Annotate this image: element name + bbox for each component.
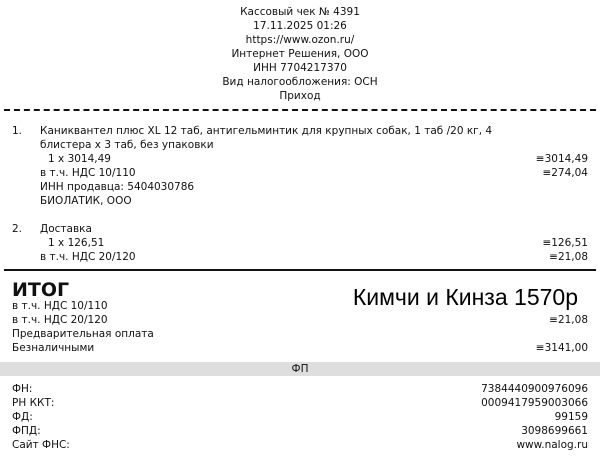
item-qty-price: 1 х 126,51 xyxy=(48,237,105,249)
total-vat10-label: в т.ч. НДС 10/110 xyxy=(12,300,108,312)
dashed-divider xyxy=(4,109,596,111)
receipt-title: Кассовый чек № 4391 xyxy=(240,6,360,18)
seller-name: БИОЛАТИК, ООО xyxy=(40,195,132,207)
operation-type: Приход xyxy=(279,90,321,102)
prepaid-label: Предварительная оплата xyxy=(12,328,154,340)
item-name: Доставка xyxy=(40,223,92,235)
cashless-value: ≡3141,00 xyxy=(535,342,588,354)
item-vat-value: ≡21,08 xyxy=(549,251,588,263)
receipt-datetime: 17.11.2025 01:26 xyxy=(253,20,347,32)
item-vat-value: ≡274,04 xyxy=(542,167,588,179)
total-vat20-value: ≡21,08 xyxy=(549,314,588,326)
seller-website: https://www.ozon.ru/ xyxy=(245,34,355,46)
total-title: ИТОГ xyxy=(12,279,70,301)
total-vat20-label: в т.ч. НДС 20/120 xyxy=(12,314,108,326)
company-name: Интернет Решения, ООО xyxy=(231,48,369,60)
company-inn: ИНН 7704217370 xyxy=(253,62,347,74)
item-name: Каниквантел плюс XL 12 таб, антигельминтик для крупных собак, 1 таб /20 кг, 4 xyxy=(40,125,493,137)
item-qty-price: 1 х 3014,49 xyxy=(48,153,111,165)
fiscal-label: РН ККТ: xyxy=(12,397,55,409)
fiscal-value: 3098699661 xyxy=(521,425,588,437)
fiscal-section-header: ФП xyxy=(0,362,600,376)
fiscal-label: Сайт ФНС: xyxy=(12,439,70,451)
tax-system: Вид налогообложения: ОСН xyxy=(222,76,378,88)
fiscal-value[interactable]: www.nalog.ru xyxy=(516,439,588,451)
item-vat-label: в т.ч. НДС 10/110 xyxy=(40,167,136,179)
fiscal-value: 0009417959003066 xyxy=(481,397,588,409)
seller-inn: ИНН продавца: 5404030786 xyxy=(40,181,195,193)
solid-divider xyxy=(4,269,596,271)
item-number: 2. xyxy=(12,223,23,235)
item-vat-label: в т.ч. НДС 20/120 xyxy=(40,251,136,263)
fiscal-label: ФД: xyxy=(12,411,33,423)
fiscal-label: ФПД: xyxy=(12,425,41,437)
handwritten-note: Кимчи и Кинза 1570р xyxy=(349,283,582,311)
item-name-continued: блистера х 3 таб, без упаковки xyxy=(40,139,214,151)
item-sum: ≡126,51 xyxy=(542,237,588,249)
item-sum: ≡3014,49 xyxy=(535,153,588,165)
fiscal-value: 99159 xyxy=(554,411,588,423)
cashless-label: Безналичными xyxy=(12,342,95,354)
fiscal-value: 7384440900976096 xyxy=(481,383,588,395)
fiscal-label: ФН: xyxy=(12,383,33,395)
item-number: 1. xyxy=(12,125,23,137)
